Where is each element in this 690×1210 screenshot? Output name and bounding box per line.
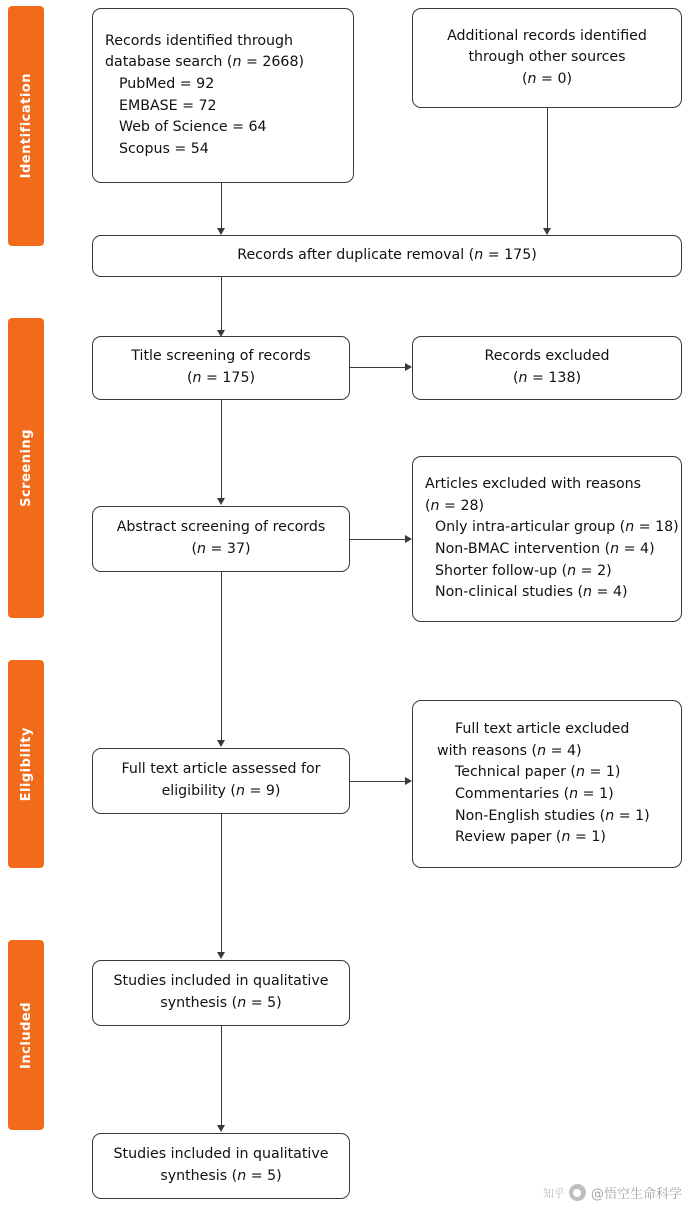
connector-other-to-dedupe bbox=[547, 108, 548, 230]
connector-dedupe-to-title-screening bbox=[221, 277, 222, 332]
full-text-excluded-line-6: Review paper (n = 1) bbox=[455, 829, 606, 846]
after-duplicates-line-1: Records after duplicate removal (n = 175) bbox=[237, 247, 537, 264]
database-search-line-5: Web of Science = 64 bbox=[119, 119, 267, 136]
phase-bar-screening bbox=[8, 318, 44, 618]
other-sources-line-3: (n = 0) bbox=[521, 70, 572, 87]
records-excluded-line-1: Records excluded bbox=[484, 348, 610, 365]
database-search-line-3: PubMed = 92 bbox=[119, 75, 215, 92]
qualitative-synthesis-1-line-1: Studies included in qualitative bbox=[113, 973, 329, 990]
watermark-mini-text: 知乎 bbox=[542, 1186, 564, 1200]
arrowhead-title-to-excluded bbox=[405, 363, 412, 371]
box-title-screening bbox=[92, 336, 350, 400]
qualitative-synthesis-2-line-2: synthesis (n = 5) bbox=[160, 1168, 282, 1184]
title-screening-line-1: Title screening of records bbox=[131, 348, 311, 365]
connector-title-to-excluded bbox=[350, 367, 406, 368]
connector-database-to-dedupe bbox=[221, 183, 222, 230]
database-search-line-4: EMBASE = 72 bbox=[119, 97, 217, 114]
abstract-screening-line-1: Abstract screening of records bbox=[116, 519, 326, 536]
articles-excluded-line-4: Non-BMAC intervention (n = 4) bbox=[435, 541, 655, 557]
connector-fulltext-to-included bbox=[221, 814, 222, 954]
phase-label-included: Included bbox=[18, 1001, 34, 1069]
arrowhead-fulltext-to-included bbox=[217, 952, 225, 959]
articles-excluded-line-5: Shorter follow-up (n = 2) bbox=[435, 562, 612, 579]
qualitative-synthesis-1-line-2: synthesis (n = 5) bbox=[160, 995, 282, 1011]
connector-fulltext-to-excluded bbox=[350, 781, 406, 782]
box-full-text-assessed bbox=[92, 748, 350, 814]
articles-excluded-line-2: (n = 28) bbox=[425, 497, 485, 514]
watermark bbox=[543, 1183, 682, 1202]
arrowhead-other-to-dedupe bbox=[543, 228, 551, 235]
watermark-logo-icon bbox=[569, 1184, 586, 1201]
box-qualitative-synthesis-1 bbox=[92, 960, 350, 1026]
box-other-sources bbox=[412, 8, 682, 108]
box-articles-excluded-with-reasons bbox=[412, 456, 682, 622]
box-database-search bbox=[92, 8, 354, 183]
box-abstract-screening bbox=[92, 506, 350, 572]
box-qualitative-synthesis-2 bbox=[92, 1133, 350, 1199]
full-text-assessed-line-1: Full text article assessed for bbox=[121, 761, 321, 778]
watermark-text: @悟空生命科学 bbox=[590, 1187, 682, 1202]
box-records-after-duplicate-removal bbox=[92, 235, 682, 277]
box-records-excluded bbox=[412, 336, 682, 400]
arrowhead-fulltext-to-excluded bbox=[405, 777, 412, 785]
phase-label-eligibility: Eligibility bbox=[18, 726, 34, 802]
phase-label-screening: Screening bbox=[18, 429, 34, 507]
phase-bar-identification bbox=[8, 6, 44, 246]
other-sources-line-1: Additional records identified bbox=[447, 27, 647, 44]
title-screening-line-2: (n = 175) bbox=[186, 370, 256, 386]
qualitative-synthesis-2-line-1: Studies included in qualitative bbox=[113, 1146, 329, 1163]
full-text-excluded-line-1: Full text article excluded bbox=[455, 721, 630, 738]
database-search-line-2: database search (n = 2668) bbox=[105, 54, 305, 71]
arrowhead-title-to-abstract bbox=[217, 498, 225, 505]
arrowhead-abstract-to-articles-excluded bbox=[405, 535, 412, 543]
connector-title-to-abstract bbox=[221, 400, 222, 500]
arrowhead-database-to-dedupe bbox=[217, 228, 225, 235]
phase-bar-included bbox=[8, 940, 44, 1130]
full-text-excluded-line-2: with reasons (n = 4) bbox=[437, 742, 582, 759]
connector-included-to-synthesis bbox=[221, 1026, 222, 1127]
full-text-excluded-line-5: Non-English studies (n = 1) bbox=[455, 807, 650, 824]
arrowhead-included-to-synthesis bbox=[217, 1125, 225, 1132]
connector-abstract-to-fulltext bbox=[221, 572, 222, 742]
articles-excluded-line-3: Only intra-articular group (n = 18) bbox=[435, 519, 679, 536]
abstract-screening-line-2: (n = 37) bbox=[191, 541, 251, 557]
articles-excluded-line-1: Articles excluded with reasons bbox=[425, 476, 642, 493]
database-search-line-1: Records identified through bbox=[105, 32, 294, 49]
full-text-assessed-line-2: eligibility (n = 9) bbox=[161, 783, 281, 799]
other-sources-line-2: through other sources bbox=[468, 49, 626, 66]
phase-label-identification: Identification bbox=[18, 73, 34, 179]
records-excluded-line-2: (n = 138) bbox=[512, 370, 582, 386]
box-full-text-excluded-with-reasons bbox=[412, 700, 682, 868]
phase-bar-eligibility bbox=[8, 660, 44, 868]
arrowhead-abstract-to-fulltext bbox=[217, 740, 225, 747]
articles-excluded-line-6: Non-clinical studies (n = 4) bbox=[435, 584, 628, 601]
full-text-excluded-line-3: Technical paper (n = 1) bbox=[455, 764, 621, 781]
database-search-line-6: Scopus = 54 bbox=[119, 140, 209, 157]
full-text-excluded-line-4: Commentaries (n = 1) bbox=[455, 786, 614, 802]
connector-abstract-to-articles-excluded bbox=[350, 539, 406, 540]
